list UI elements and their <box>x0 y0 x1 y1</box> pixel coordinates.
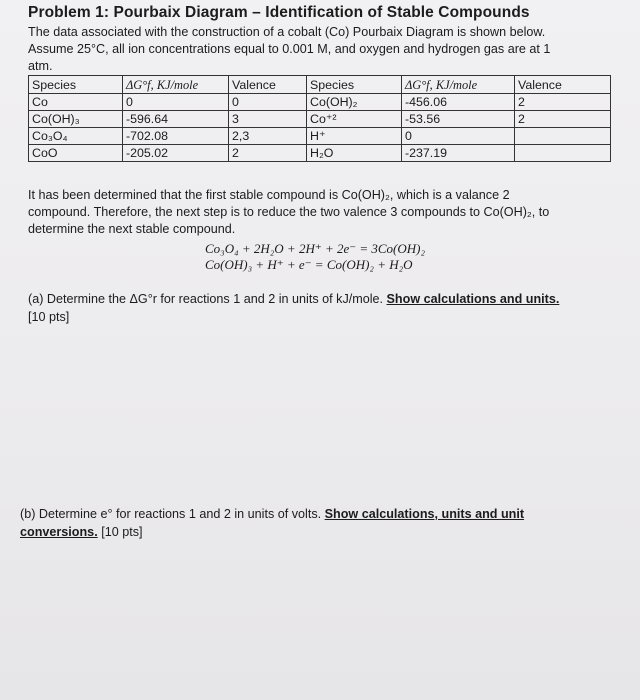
table-row <box>29 94 611 111</box>
table-cell: CoO <box>29 145 123 162</box>
reaction-2-equation: Co(OH)₃ + H⁺ + e⁻ = Co(OH)₂ + H₂O <box>205 257 413 272</box>
intro-line-2: Assume 25°C, all ion concentrations equal to 0.001 M, and oxygen and hydrogen gas are at 1 <box>28 42 551 56</box>
table-cell: 2 <box>515 111 611 128</box>
table-cell: Co₃O₄ <box>29 128 123 145</box>
question-b-instruction-cont: conversions. <box>20 525 98 539</box>
table-cell: 3 <box>229 111 307 128</box>
stable-compound-paragraph <box>28 187 608 238</box>
table-row <box>29 128 611 145</box>
table-cell: Co(OH)₂ <box>307 94 402 111</box>
question-a-instruction: Show calculations and units. <box>386 292 560 306</box>
table-cell: H⁺ <box>307 128 402 145</box>
paragraph2-line-1: It has been determined that the first stable compound is Co(OH)₂, which is a valance 2 <box>28 188 510 202</box>
table-cell: 0 <box>123 94 229 111</box>
table-cell <box>515 145 611 162</box>
table-row <box>29 111 611 128</box>
table-cell: Co⁺² <box>307 111 402 128</box>
intro-line-1: The data associated with the construction of a cobalt (Co) Pourbaix Diagram is shown below. <box>28 25 546 39</box>
species-data-table <box>28 75 611 162</box>
table-cell: -237.19 <box>402 145 515 162</box>
question-b-instruction: Show calculations, units and unit <box>324 507 525 521</box>
table-cell: -456.06 <box>402 94 515 111</box>
header-species-2: Species <box>307 76 402 94</box>
paragraph2-line-3: determine the next stable compound. <box>28 222 236 236</box>
table-header-row <box>29 76 611 94</box>
question-b-points: [10 pts] <box>97 525 143 539</box>
question-a-text: (a) Determine the ΔG°r for reactions 1 and 2 in units of kJ/mole. <box>28 292 387 306</box>
table-cell: Co(OH)₃ <box>29 111 123 128</box>
question-b <box>20 505 620 541</box>
header-gibbs-1: ΔG°f, KJ/mole <box>123 76 229 94</box>
paragraph2-line-2: compound. Therefore, the next step is to reduce the two valence 3 compounds to Co(OH)₂, to <box>28 205 550 219</box>
intro-line-3: atm. <box>28 59 53 73</box>
question-a <box>28 290 618 326</box>
table-cell: -702.08 <box>123 128 229 145</box>
table-row <box>29 145 611 162</box>
header-valence-1: Valence <box>229 76 307 94</box>
table-cell: -53.56 <box>402 111 515 128</box>
header-valence-2: Valence <box>515 76 611 94</box>
header-gibbs-2: ΔG°f, KJ/mole <box>402 76 515 94</box>
table-cell: -205.02 <box>123 145 229 162</box>
intro-paragraph <box>28 24 618 75</box>
table-cell: Co <box>29 94 123 111</box>
table-cell: H₂O <box>307 145 402 162</box>
table-cell: 2,3 <box>229 128 307 145</box>
table-cell: 2 <box>515 94 611 111</box>
table-cell <box>515 128 611 145</box>
problem-title: Problem 1: Pourbaix Diagram – Identification of Stable Compounds <box>28 4 530 21</box>
question-b-text: (b) Determine e° for reactions 1 and 2 in units of volts. <box>20 507 325 521</box>
table-cell: -596.64 <box>123 111 229 128</box>
table-cell: 2 <box>229 145 307 162</box>
table-cell: 0 <box>402 128 515 145</box>
table-cell: 0 <box>229 94 307 111</box>
question-a-points: [10 pts] <box>28 310 70 324</box>
header-species-1: Species <box>29 76 123 94</box>
reaction-1-equation: Co₃O₄ + 2H₂O + 2H⁺ + 2e⁻ = 3Co(OH)₂ <box>205 241 425 256</box>
